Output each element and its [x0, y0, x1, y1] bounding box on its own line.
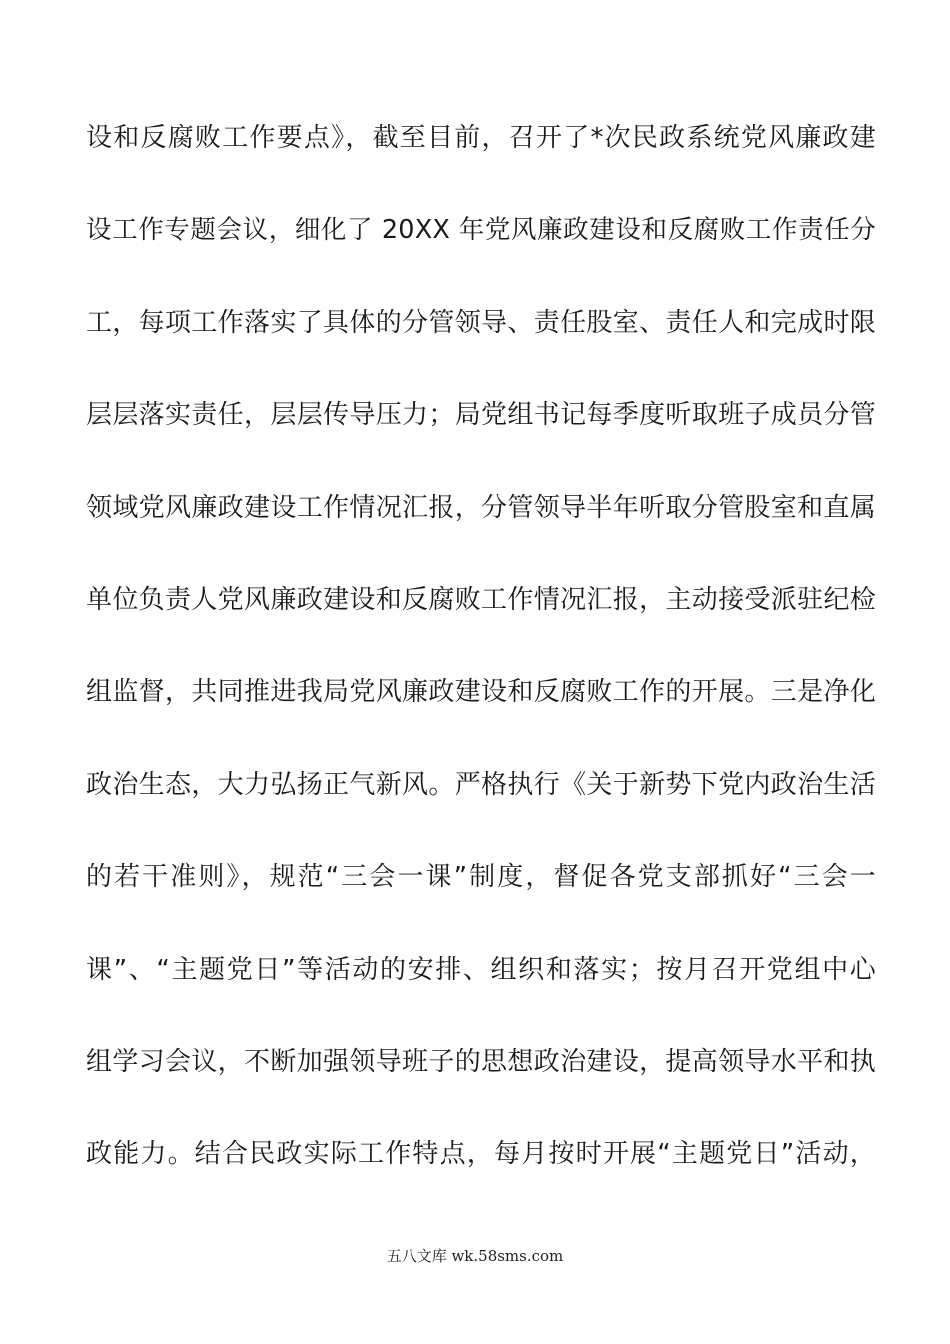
- text-line: 设工作专题会议，细化了 20XX 年党风廉政建设和反腐败工作责任分: [86, 215, 876, 246]
- text-line: 组学习会议，不断加强领导班子的思想政治建设，提高领导水平和执: [86, 1046, 876, 1077]
- text-line: 课”、“主题党日”等活动的安排、组织和落实；按月召开党组中心: [86, 954, 876, 985]
- text-line: 设和反腐败工作要点》，截至目前，召开了*次民政系统党风廉政建: [86, 123, 876, 153]
- text-line: 工，每项工作落实了具体的分管领导、责任股室、责任人和完成时限: [86, 307, 876, 338]
- text-line: 的若干准则》，规范“三会一课”制度，督促各党支部抓好“三会一: [86, 862, 876, 893]
- document-body: [86, 112, 876, 1221]
- page-footer-watermark: 五八文库 wk.58sms.com: [386, 1247, 564, 1265]
- text-line: 政治生态，大力弘扬正气新风。严格执行《关于新势下党内政治生活: [86, 769, 876, 800]
- text-line: 领域党风廉政建设工作情况汇报，分管领导半年听取分管股室和直属: [86, 492, 876, 523]
- text-line: 政能力。结合民政实际工作特点，每月按时开展“主题党日”活动，: [86, 1139, 876, 1170]
- text-line: 组监督，共同推进我局党风廉政建设和反腐败工作的开展。三是净化: [86, 677, 876, 708]
- text-line: 单位负责人党风廉政建设和反腐败工作情况汇报，主动接受派驻纪检: [86, 584, 876, 615]
- text-line: 层层落实责任，层层传导压力；局党组书记每季度听取班子成员分管: [86, 400, 876, 431]
